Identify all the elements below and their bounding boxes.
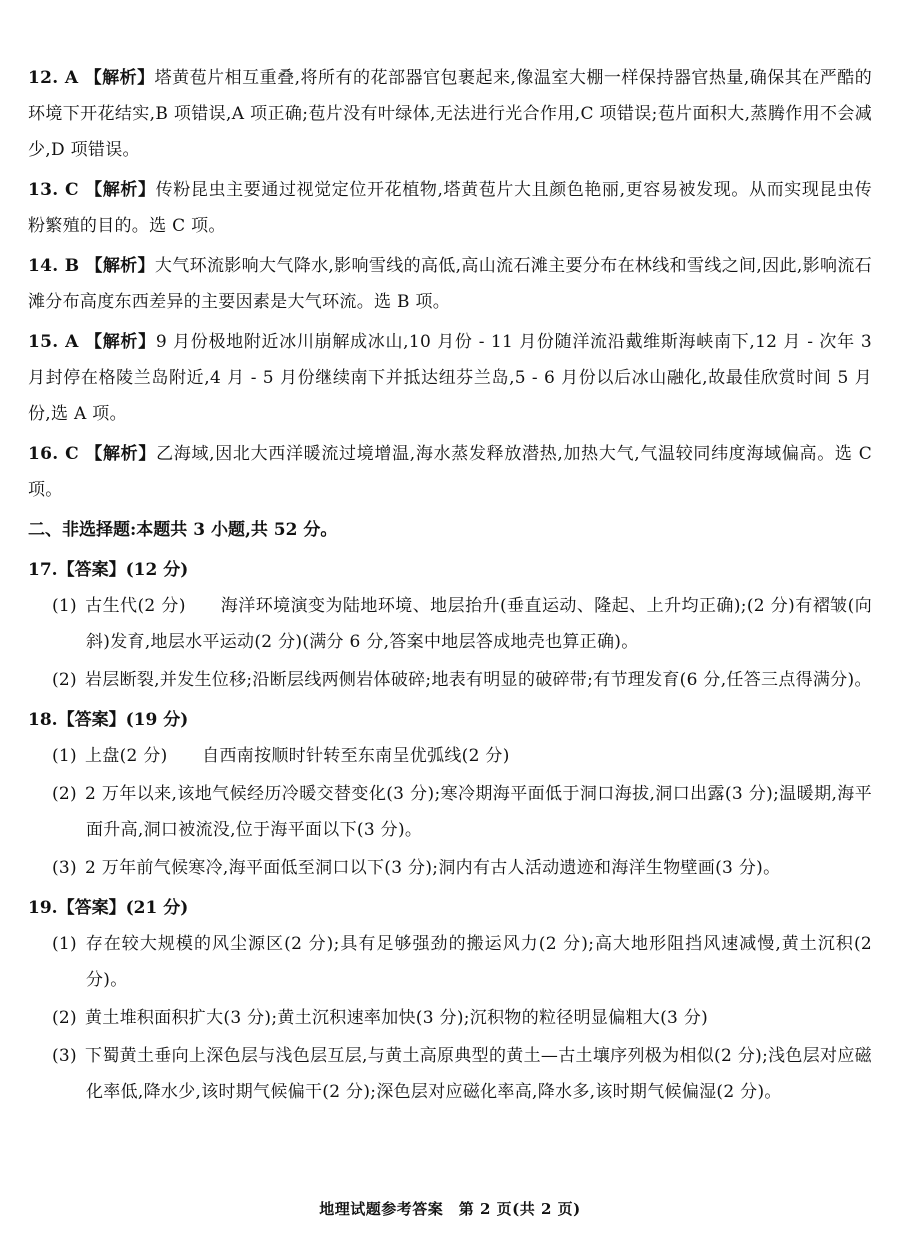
sub-answer-label: (2)	[52, 784, 77, 804]
analysis-text: 9 月份极地附近冰川崩解成冰山,10 月份 - 11 月份随洋流沿戴维斯海峡南下,12 月 - 次年 3 月封停在格陵兰岛附近,4 月 - 5 月份继续南下并抵达纽芬兰岛,5 - 6 月份以后冰山融化,故最佳欣赏时间 5 月份,选 A 项。	[28, 332, 872, 424]
question-19	[28, 890, 872, 1110]
sub-answer	[28, 776, 872, 848]
analysis-tag: 【解析】	[84, 180, 156, 200]
sub-answer	[28, 926, 872, 998]
analysis-text: 大气环流影响大气降水,影响雪线的高低,高山流石滩主要分布在林线和雪线之间,因此,影响流石滩分布高度东西差异的主要因素是大气环流。选 B 项。	[28, 256, 872, 312]
analysis-text: 乙海域,因北大西洋暖流过境增温,海水蒸发释放潜热,加热大气,气温较同纬度海域偏高。选 C 项。	[28, 444, 873, 500]
sub-answer-label: (1)	[52, 746, 77, 766]
sub-answer-label: (3)	[52, 858, 77, 878]
sub-answer-text: 2 万年以来,该地气候经历冷暖交替变化(3 分);寒冷期海平面低于洞口海拔,洞口出露(3 分);温暖期,海平面升高,洞口被流没,位于海平面以下(3 分)。	[84, 784, 872, 840]
question-17	[28, 552, 872, 698]
sub-answer-label: (3)	[52, 1046, 77, 1066]
item-number: 13. C	[28, 180, 79, 200]
sub-answer-text: 下蜀黄土垂向上深色层与浅色层互层,与黄土高原典型的黄土—古土壤序列极为相似(2 分);浅色层对应磁化率低,降水少,该时期气候偏干(2 分);深色层对应磁化率高,降水多,该时期气候偏湿(2 分)。	[84, 1046, 872, 1102]
sub-answer-label: (2)	[52, 1008, 77, 1028]
item-number: 14. B	[28, 256, 80, 276]
sub-answer-label: (2)	[52, 670, 77, 690]
sub-answer	[28, 588, 872, 660]
item-number: 12. A	[28, 68, 79, 88]
question-18	[28, 702, 872, 886]
question-heading: 17.【答案】(12 分)	[28, 560, 189, 580]
analysis-text: 塔黄苞片相互重叠,将所有的花部器官包裹起来,像温室大棚一样保持器官热量,确保其在严酷的环境下开花结实,B 项错误,A 项正确;苞片没有叶绿体,无法进行光合作用,C 项错误;苞片面积大,蒸腾作用不会减少,D 项错误。	[28, 68, 873, 160]
analysis-tag: 【解析】	[84, 332, 156, 352]
sub-answer	[28, 1000, 872, 1036]
answer-item-14	[28, 248, 872, 320]
page-footer: 地理试题参考答案 第 2 页(共 2 页)	[319, 1200, 581, 1218]
sub-answer-text: 上盘(2 分) 自西南按顺时针转至东南呈优弧线(2 分)	[84, 746, 510, 766]
sub-answer-text: 2 万年前气候寒冷,海平面低至洞口以下(3 分);洞内有古人活动遗迹和海洋生物壁画(3 分)。	[84, 858, 781, 878]
sub-answer	[28, 738, 872, 774]
sub-answer	[28, 662, 872, 698]
answer-item-16	[28, 436, 872, 508]
sub-answer	[28, 1038, 872, 1110]
item-number: 15. A	[28, 332, 79, 352]
sub-answer-text: 黄土堆积面积扩大(3 分);黄土沉积速率加快(3 分);沉积物的粒径明显偏粗大(3 分)	[84, 1008, 709, 1028]
analysis-tag: 【解析】	[84, 68, 155, 88]
sub-answer-text: 岩层断裂,并发生位移;沿断层线两侧岩体破碎;地表有明显的破碎带;有节理发育(6 分,任答三点得满分)。	[84, 670, 872, 690]
section-heading: 二、非选择题:本题共 3 小题,共 52 分。	[28, 520, 338, 540]
question-heading: 18.【答案】(19 分)	[28, 710, 189, 730]
sub-answer-label: (1)	[52, 596, 77, 616]
analysis-tag: 【解析】	[84, 444, 157, 464]
question-heading: 19.【答案】(21 分)	[28, 898, 189, 918]
answer-item-12	[28, 60, 872, 168]
answer-item-15	[28, 324, 872, 432]
sub-answer-label: (1)	[52, 934, 77, 954]
sub-answer-text: 存在较大规模的风尘源区(2 分);具有足够强劲的搬运风力(2 分);高大地形阻挡风速减慢,黄土沉积(2 分)。	[84, 934, 872, 990]
sub-answer-text: 古生代(2 分) 海洋环境演变为陆地环境、地层抬升(垂直运动、隆起、上升均正确);(2 分)有褶皱(向斜)发育,地层水平运动(2 分)(满分 6 分,答案中地层答成地壳也算正确)。	[84, 596, 872, 652]
item-number: 16. C	[28, 444, 79, 464]
analysis-tag: 【解析】	[85, 256, 155, 276]
analysis-text: 传粉昆虫主要通过视觉定位开花植物,塔黄苞片大且颜色艳丽,更容易被发现。从而实现昆虫传粉繁殖的目的。选 C 项。	[28, 180, 872, 236]
answer-item-13	[28, 172, 872, 244]
sub-answer	[28, 850, 872, 886]
